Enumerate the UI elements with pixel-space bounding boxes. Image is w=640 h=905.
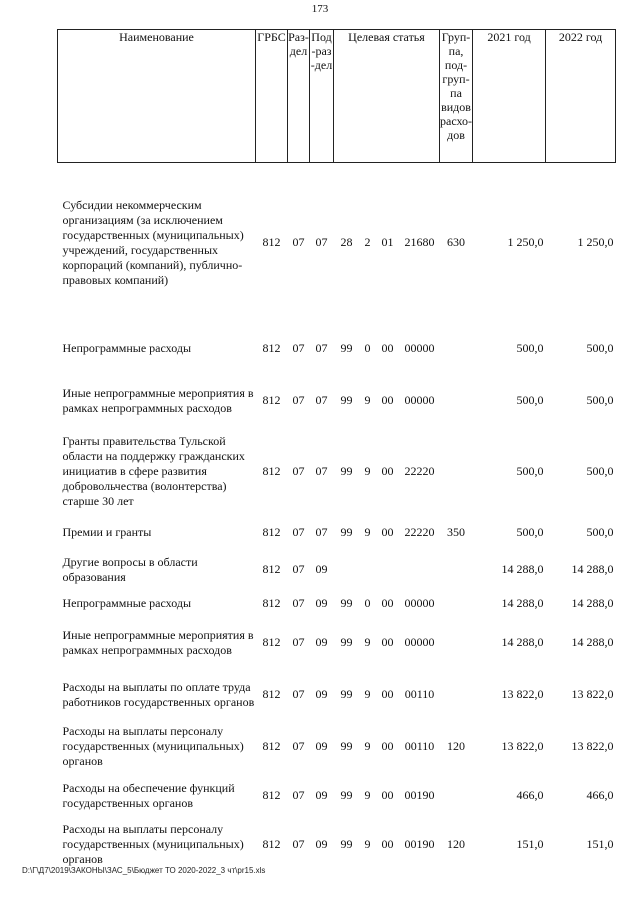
row-group bbox=[440, 591, 473, 617]
row-podrazdel: 09 bbox=[315, 739, 328, 753]
row-podrazdel: 07 bbox=[315, 393, 328, 407]
row-target-2: 9 bbox=[364, 393, 371, 407]
row-target-2: 9 bbox=[364, 635, 371, 649]
table-header-row bbox=[58, 30, 616, 163]
row-group: 120 bbox=[447, 739, 466, 753]
row-name: Расходы на выплаты персоналу государственных (муниципальных) органов bbox=[62, 724, 244, 768]
row-target-4: 00190 bbox=[404, 837, 435, 851]
table-row bbox=[58, 549, 616, 591]
row-target-1: 99 bbox=[340, 596, 353, 610]
row-value-2022: 500,0 bbox=[586, 341, 614, 355]
row-value-2021: 14 288,0 bbox=[501, 596, 544, 610]
row-target-1: 99 bbox=[340, 739, 353, 753]
row-value-2021: 13 822,0 bbox=[501, 687, 544, 701]
row-razdel: 07 bbox=[292, 596, 305, 610]
row-target-1: 99 bbox=[340, 341, 353, 355]
row-target-2 bbox=[360, 549, 376, 591]
table-row bbox=[58, 669, 616, 721]
row-grbs: 812 bbox=[262, 341, 281, 355]
row-target-4: 21680 bbox=[404, 235, 435, 250]
row-value-2021: 500,0 bbox=[516, 341, 544, 355]
row-value-2022: 466,0 bbox=[586, 788, 614, 802]
file-path-footer: D:\Г\Д7\2019\ЗАКОНЫ\ЗАС_5\Бюджет ТО 2020-2022_3 чт\pr15.xls bbox=[22, 866, 266, 875]
row-value-2022: 14 288,0 bbox=[571, 596, 614, 610]
header-name: Наименование bbox=[58, 30, 256, 163]
row-group bbox=[440, 375, 473, 427]
row-grbs: 812 bbox=[262, 235, 281, 250]
row-razdel: 07 bbox=[292, 837, 305, 851]
row-group bbox=[440, 427, 473, 517]
row-value-2022: 500,0 bbox=[586, 393, 614, 407]
row-target-2: 9 bbox=[364, 739, 371, 753]
row-name: Субсидии некоммерческим организациям (за исключением государственных (муниципальных) учреждений, государственных корпораций (компаний), публично-правовых компаний) bbox=[62, 197, 244, 287]
table-row bbox=[58, 163, 616, 323]
row-value-2021: 13 822,0 bbox=[501, 739, 544, 753]
row-target-3: 00 bbox=[381, 837, 394, 851]
row-target-1: 99 bbox=[340, 788, 353, 802]
row-target-2: 9 bbox=[364, 788, 371, 802]
row-group bbox=[440, 549, 473, 591]
row-name: Расходы на выплаты персоналу государственных (муниципальных) органов bbox=[62, 822, 244, 866]
row-razdel: 07 bbox=[292, 235, 305, 250]
row-target-2: 9 bbox=[364, 837, 371, 851]
row-grbs: 812 bbox=[262, 687, 281, 701]
row-value-2022: 500,0 bbox=[586, 464, 614, 478]
row-target-4: 00110 bbox=[404, 687, 435, 701]
row-target-4: 00000 bbox=[404, 393, 435, 407]
header-2022: 2022 год bbox=[546, 30, 616, 163]
row-razdel: 07 bbox=[292, 562, 305, 576]
row-value-2021: 500,0 bbox=[516, 525, 544, 539]
row-grbs: 812 bbox=[262, 739, 281, 753]
budget-table bbox=[57, 29, 616, 871]
row-razdel: 07 bbox=[292, 464, 305, 478]
row-value-2022: 151,0 bbox=[586, 837, 614, 851]
row-grbs: 812 bbox=[262, 635, 281, 649]
row-target-4: 00190 bbox=[404, 788, 435, 802]
row-value-2021: 500,0 bbox=[516, 393, 544, 407]
row-grbs: 812 bbox=[262, 596, 281, 610]
table-row bbox=[58, 617, 616, 669]
row-podrazdel: 09 bbox=[315, 788, 328, 802]
row-grbs: 812 bbox=[262, 525, 281, 539]
table-row bbox=[58, 819, 616, 871]
row-value-2021: 14 288,0 bbox=[501, 562, 544, 576]
row-target-3: 00 bbox=[381, 596, 394, 610]
row-target-3: 00 bbox=[381, 788, 394, 802]
table-row bbox=[58, 427, 616, 517]
row-razdel: 07 bbox=[292, 635, 305, 649]
row-razdel: 07 bbox=[292, 739, 305, 753]
row-razdel: 07 bbox=[292, 525, 305, 539]
row-podrazdel: 09 bbox=[315, 596, 328, 610]
row-target-1: 99 bbox=[340, 464, 353, 478]
row-grbs: 812 bbox=[262, 837, 281, 851]
row-target-2: 0 bbox=[364, 341, 371, 355]
row-name: Непрограммные расходы bbox=[62, 596, 192, 610]
row-target-3: 00 bbox=[381, 341, 394, 355]
row-razdel: 07 bbox=[292, 393, 305, 407]
row-group: 350 bbox=[447, 525, 466, 539]
row-target-4 bbox=[400, 549, 440, 591]
row-grbs: 812 bbox=[262, 788, 281, 802]
row-target-1: 28 bbox=[340, 235, 353, 250]
row-podrazdel: 07 bbox=[315, 341, 328, 355]
header-razdel: Раз-дел bbox=[288, 30, 310, 163]
row-target-1: 99 bbox=[340, 837, 353, 851]
row-target-4: 22220 bbox=[404, 464, 435, 478]
row-group: 630 bbox=[447, 235, 466, 250]
row-target-2: 9 bbox=[364, 464, 371, 478]
row-target-3: 01 bbox=[381, 235, 394, 250]
row-value-2022: 13 822,0 bbox=[571, 739, 614, 753]
row-value-2022: 1 250,0 bbox=[577, 235, 614, 250]
row-grbs: 812 bbox=[262, 393, 281, 407]
row-target-4: 00000 bbox=[404, 635, 435, 649]
row-target-3: 00 bbox=[381, 393, 394, 407]
row-target-4: 00000 bbox=[404, 596, 435, 610]
table-row bbox=[58, 773, 616, 819]
row-group bbox=[440, 669, 473, 721]
row-name: Непрограммные расходы bbox=[62, 341, 192, 355]
row-podrazdel: 09 bbox=[315, 562, 328, 576]
table-row bbox=[58, 591, 616, 617]
row-name: Премии и гранты bbox=[62, 525, 152, 539]
row-value-2022: 14 288,0 bbox=[571, 562, 614, 576]
row-target-1 bbox=[334, 549, 360, 591]
row-target-4: 22220 bbox=[404, 525, 435, 539]
row-target-4: 00110 bbox=[404, 739, 435, 753]
row-target-2: 2 bbox=[364, 235, 371, 250]
row-target-3: 00 bbox=[381, 525, 394, 539]
table-row bbox=[58, 375, 616, 427]
row-name: Расходы на выплаты по оплате труда работников государственных органов bbox=[62, 679, 255, 709]
row-podrazdel: 07 bbox=[315, 525, 328, 539]
table-row bbox=[58, 323, 616, 375]
row-razdel: 07 bbox=[292, 341, 305, 355]
row-podrazdel: 07 bbox=[315, 235, 328, 250]
row-grbs: 812 bbox=[262, 562, 281, 576]
row-target-4: 00000 bbox=[404, 341, 435, 355]
row-target-1: 99 bbox=[340, 687, 353, 701]
row-value-2022: 500,0 bbox=[586, 525, 614, 539]
row-target-3: 00 bbox=[381, 739, 394, 753]
row-podrazdel: 07 bbox=[315, 464, 328, 478]
row-grbs: 812 bbox=[262, 464, 281, 478]
header-2021: 2021 год bbox=[473, 30, 546, 163]
row-target-3: 00 bbox=[381, 687, 394, 701]
row-podrazdel: 09 bbox=[315, 687, 328, 701]
table-row bbox=[58, 517, 616, 549]
row-target-3: 00 bbox=[381, 464, 394, 478]
row-value-2021: 466,0 bbox=[516, 788, 544, 802]
row-target-2: 9 bbox=[364, 687, 371, 701]
row-razdel: 07 bbox=[292, 788, 305, 802]
header-grbs: ГРБС bbox=[256, 30, 288, 163]
row-target-1: 99 bbox=[340, 393, 353, 407]
row-value-2021: 1 250,0 bbox=[507, 235, 544, 250]
header-group: Груп-па, под-груп-па видов расхо-дов bbox=[440, 30, 473, 163]
header-podrazdel: Под-раз-дел bbox=[310, 30, 334, 163]
row-target-3 bbox=[376, 549, 400, 591]
row-value-2021: 500,0 bbox=[516, 464, 544, 478]
row-name: Другие вопросы в области образования bbox=[62, 554, 198, 584]
row-razdel: 07 bbox=[292, 687, 305, 701]
row-group bbox=[440, 617, 473, 669]
table-row bbox=[58, 721, 616, 773]
row-target-2: 9 bbox=[364, 525, 371, 539]
row-group: 120 bbox=[447, 837, 466, 851]
row-name: Гранты правительства Тульской области на поддержку гражданских инициатив в сфере развития добровольчества (волонтерства) старше 30 лет bbox=[62, 434, 245, 508]
header-target: Целевая статья bbox=[334, 30, 440, 163]
row-target-1: 99 bbox=[340, 525, 353, 539]
row-value-2021: 151,0 bbox=[516, 837, 544, 851]
row-value-2022: 13 822,0 bbox=[571, 687, 614, 701]
row-value-2022: 14 288,0 bbox=[571, 635, 614, 649]
row-group bbox=[440, 773, 473, 819]
row-podrazdel: 09 bbox=[315, 837, 328, 851]
row-group bbox=[440, 323, 473, 375]
row-name: Иные непрограммные мероприятия в рамках непрограммных расходов bbox=[62, 385, 254, 415]
row-target-3: 00 bbox=[381, 635, 394, 649]
row-value-2021: 14 288,0 bbox=[501, 635, 544, 649]
row-podrazdel: 09 bbox=[315, 635, 328, 649]
page-number: 173 bbox=[311, 3, 329, 15]
row-target-2: 0 bbox=[364, 596, 371, 610]
row-name: Иные непрограммные мероприятия в рамках непрограммных расходов bbox=[62, 627, 254, 657]
row-target-1: 99 bbox=[340, 635, 353, 649]
row-name: Расходы на обеспечение функций государственных органов bbox=[62, 780, 235, 810]
